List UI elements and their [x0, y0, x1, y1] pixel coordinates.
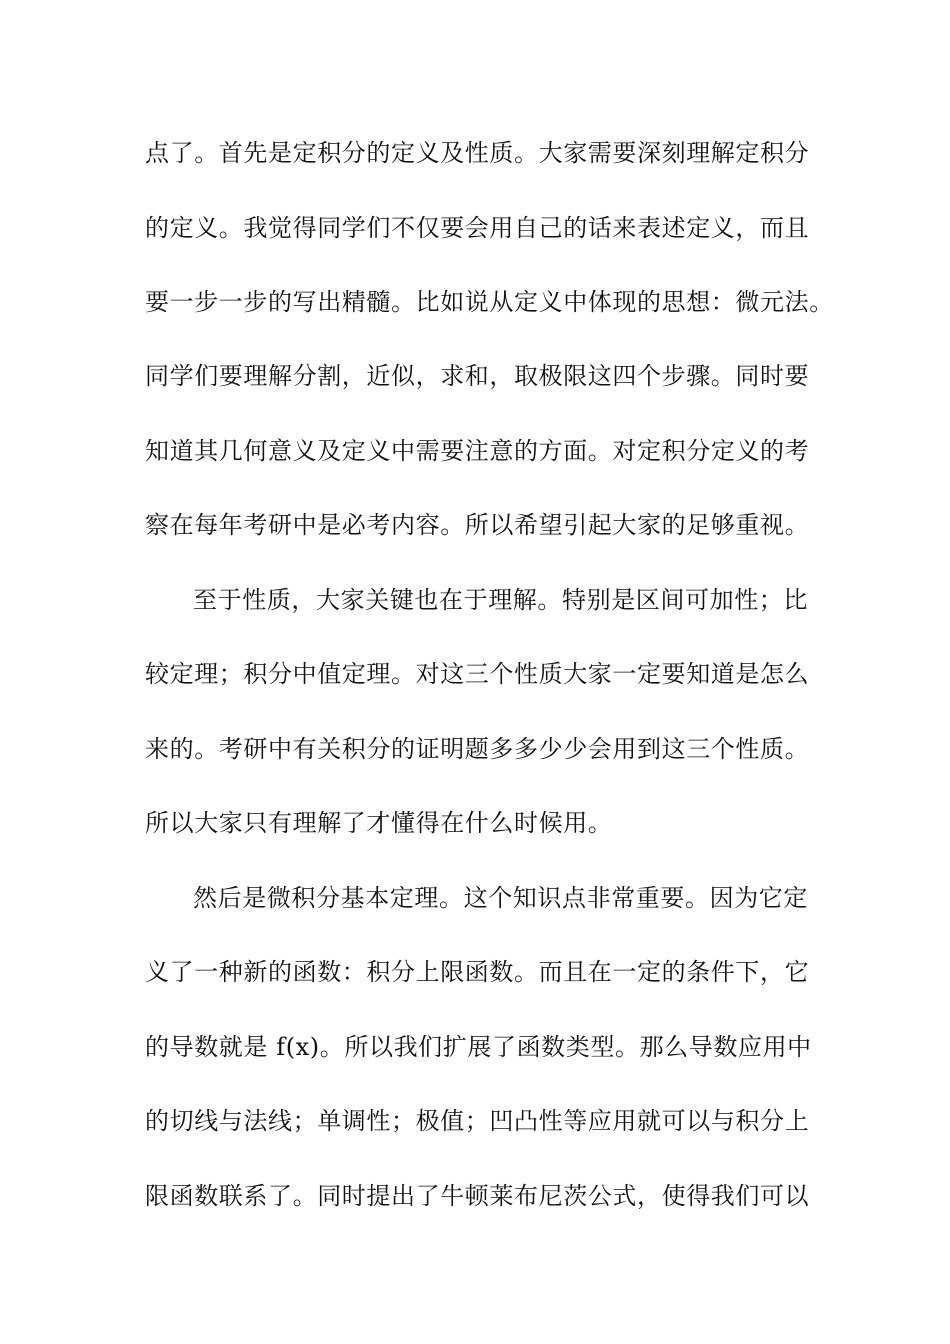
text-line: 所以大家只有理解了才懂得在什么时候用。	[145, 809, 613, 837]
text-line: 较定理；积分中值定理。对这三个性质大家一定要知道是怎么	[145, 660, 810, 688]
text-line: 来的。考研中有关积分的证明题多多少少会用到这三个性质。	[145, 735, 810, 763]
text-line: 限函数联系了。同时提出了牛顿莱布尼茨公式，使得我们可以	[145, 1182, 810, 1210]
text-line: 至于性质，大家关键也在于理解。特别是区间可加性；比	[193, 586, 808, 614]
text-line: 然后是微积分基本定理。这个知识点非常重要。因为它定	[193, 884, 808, 912]
text-line: 同学们要理解分割，近似，求和，取极限这四个步骤。同时要	[145, 362, 810, 390]
text-line: 义了一种新的函数：积分上限函数。而且在一定的条件下，它	[145, 958, 810, 986]
text-line: 的定义。我觉得同学们不仅要会用自己的话来表述定义，而且	[145, 214, 810, 242]
text-line: 要一步一步的写出精髓。比如说从定义中体现的思想：微元法。	[145, 288, 834, 316]
text-line: 的导数就是 f(x)。所以我们扩展了函数类型。那么导数应用中	[145, 1033, 812, 1061]
text-line: 的切线与法线；单调性；极值；凹凸性等应用就可以与积分上	[145, 1107, 810, 1135]
text-line: 知道其几何意义及定义中需要注意的方面。对定积分定义的考	[145, 437, 810, 465]
text-line: 点了。首先是定积分的定义及性质。大家需要深刻理解定积分	[145, 139, 810, 167]
text-line: 察在每年考研中是必考内容。所以希望引起大家的足够重视。	[145, 511, 810, 539]
